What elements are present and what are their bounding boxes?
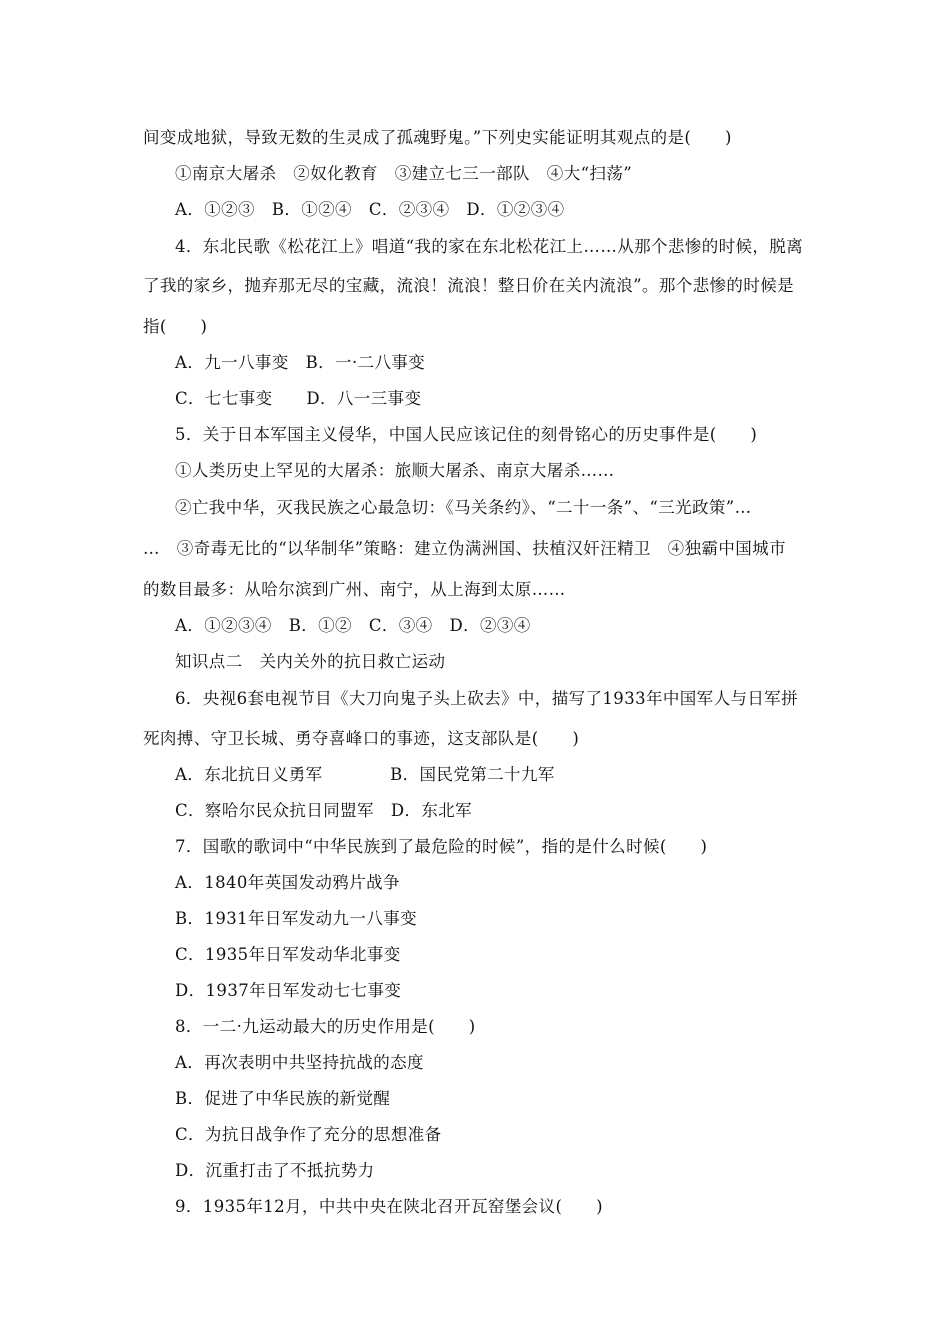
text-line: ②亡我中华，灭我民族之心最急切：《马关条约》、“二十一条”、“三光政策”… xyxy=(175,498,752,517)
text-line: 间变成地狱，导致无数的生灵成了孤魂野鬼。”下列史实能证明其观点的是( ) xyxy=(143,128,732,147)
question-4-stem: 4．东北民歌《松花江上》唱道“我的家在东北松花江上……从那个悲惨的时候，脱离 xyxy=(175,237,804,256)
question-9-stem: 9．1935年12月，中共中央在陕北召开瓦窑堡会议( ) xyxy=(175,1197,603,1216)
text-line: A．1840年英国发动鸦片战争 xyxy=(175,873,400,892)
text-line: ①南京大屠杀 ②奴化教育 ③建立七三一部队 ④大“扫荡” xyxy=(175,164,633,183)
text-line: A．再次表明中共坚持抗战的态度 xyxy=(175,1053,424,1072)
text-line: 了我的家乡，抛弃那无尽的宝藏，流浪！流浪！整日价在关内流浪”。那个悲惨的时候是 xyxy=(143,276,795,295)
text-line: ①人类历史上罕见的大屠杀：旅顺大屠杀、南京大屠杀…… xyxy=(175,461,615,480)
section-heading: 知识点二 关内关外的抗日救亡运动 xyxy=(175,652,446,671)
text-line: A．①②③ B．①②④ C．②③④ D．①②③④ xyxy=(175,200,565,219)
question-7-stem: 7．国歌的歌词中“中华民族到了最危险的时候”，指的是什么时候( ) xyxy=(175,837,708,856)
text-line: C．七七事变 D．八一三事变 xyxy=(175,389,422,408)
text-line: C．为抗日战争作了充分的思想准备 xyxy=(175,1125,442,1144)
text-line: B．促进了中华民族的新觉醒 xyxy=(175,1089,391,1108)
text-line: D．1937年日军发动七七事变 xyxy=(175,981,402,1000)
question-8-stem: 8．一二·九运动最大的历史作用是( ) xyxy=(175,1017,476,1036)
text-line: A．东北抗日义勇军 B．国民党第二十九军 xyxy=(175,765,555,784)
text-line: C．察哈尔民众抗日同盟军 D．东北军 xyxy=(175,801,473,820)
question-5-stem: 5．关于日本军国主义侵华，中国人民应该记住的刻骨铭心的历史事件是( ) xyxy=(175,425,758,444)
text-line: B．1931年日军发动九一八事变 xyxy=(175,909,418,928)
text-line: A．①②③④ B．①② C．③④ D．②③④ xyxy=(175,616,531,635)
text-line: D．沉重打击了不抵抗势力 xyxy=(175,1161,375,1180)
text-line: 指( ) xyxy=(143,317,208,336)
text-line: 的数目最多：从哈尔滨到广州、南宁，从上海到太原…… xyxy=(143,580,566,599)
text-line: C．1935年日军发动华北事变 xyxy=(175,945,401,964)
text-line: … ③奇毒无比的“以华制华”策略：建立伪满洲国、扶植汉奸汪精卫 ④独霸中国城市 xyxy=(143,539,786,558)
text-line: A．九一八事变 B．一·二八事变 xyxy=(175,353,426,372)
question-6-stem: 6．央视6套电视节目《大刀向鬼子头上砍去》中，描写了1933年中国军人与日军拼 xyxy=(175,689,799,708)
text-line: 死肉搏、守卫长城、勇夺喜峰口的事迹，这支部队是( ) xyxy=(143,729,580,748)
